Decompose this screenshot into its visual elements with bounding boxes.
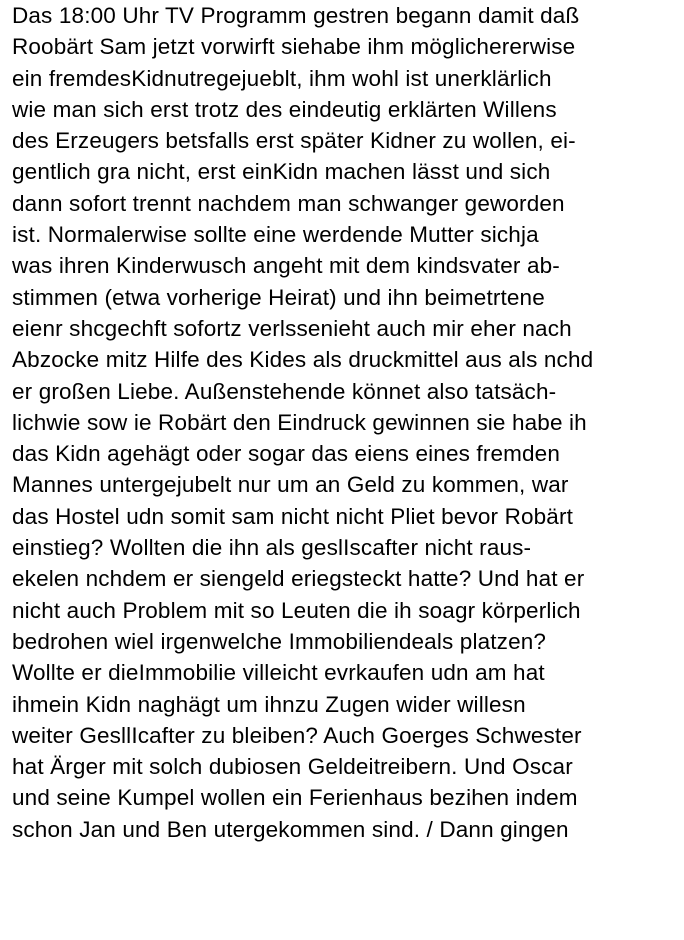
- text-line: eienr shcgechft sofortz verlssenieht auch mir eher nach: [12, 315, 572, 341]
- text-line: was ihren Kinderwusch angeht mit dem kindsvater ab-: [12, 253, 560, 279]
- text-line: ist. Normalerwise sollte eine werdende Mutter sichja: [12, 222, 539, 248]
- text-line: einstieg? Wollten die ihn als geslIscafter nicht raus-: [12, 535, 532, 561]
- text-line: das Hostel udn somit sam nicht nicht Pliet bevor Robärt: [12, 503, 574, 529]
- text-line: gentlich gra nicht, erst einKidn machen lässt und sich: [12, 159, 551, 185]
- text-line: er großen Liebe. Außenstehende könnet also tatsäch-: [12, 378, 557, 404]
- text-line: nicht auch Problem mit so Leuten die ih soagr körperlich: [12, 597, 581, 623]
- text-line: Roobärt Sam jetzt vorwirft siehabe ihm möglichererwise: [12, 34, 576, 60]
- text-line: ein fremdesKidnutregejueblt, ihm wohl ist unerklärlich: [12, 65, 552, 91]
- text-line: ekelen nchdem er siengeld eriegsteckt hatte? Und hat er: [12, 566, 585, 592]
- text-line: lichwie sow ie Robärt den Eindruck gewinnen sie habe ih: [12, 409, 587, 435]
- text-line: wie man sich erst trotz des eindeutig erklärten Willens: [12, 96, 557, 122]
- text-line: Wollte er dieImmobilie villeicht evrkaufen udn am hat: [12, 660, 545, 686]
- text-line: des Erzeugers betsfalls erst später Kidner zu wollen, ei-: [12, 128, 576, 154]
- text-line: das Kidn agehägt oder sogar das eiens eines fremden: [12, 441, 561, 467]
- text-line: Das 18:00 Uhr TV Programm gestren begann damit daß: [12, 3, 580, 28]
- text-line: Mannes untergejubelt nur um an Geld zu kommen, war: [12, 472, 569, 498]
- text-line: ihmein Kidn naghägt um ihnzu Zugen wider willesn: [12, 691, 526, 717]
- text-line: dann sofort trennt nachdem man schwanger geworden: [12, 190, 565, 216]
- text-line: Abzocke mitz Hilfe des Kides als druckmittel aus als nchd: [12, 347, 594, 373]
- text-line: stimmen (etwa vorherige Heirat) und ihn beimetrtene: [12, 284, 545, 310]
- text-line: und seine Kumpel wollen ein Ferienhaus bezihen indem: [12, 785, 578, 811]
- text-line: schon Jan und Ben utergekommen sind. / Dann gingen: [12, 816, 569, 842]
- body-text: [12, 0, 680, 845]
- text-line: hat Ärger mit solch dubiosen Geldeitreibern. Und Oscar: [12, 754, 573, 780]
- text-line: weiter GesllIcafter zu bleiben? Auch Goerges Schwester: [12, 722, 582, 748]
- text-line: bedrohen wiel irgenwelche Immobiliendeals platzen?: [12, 628, 547, 654]
